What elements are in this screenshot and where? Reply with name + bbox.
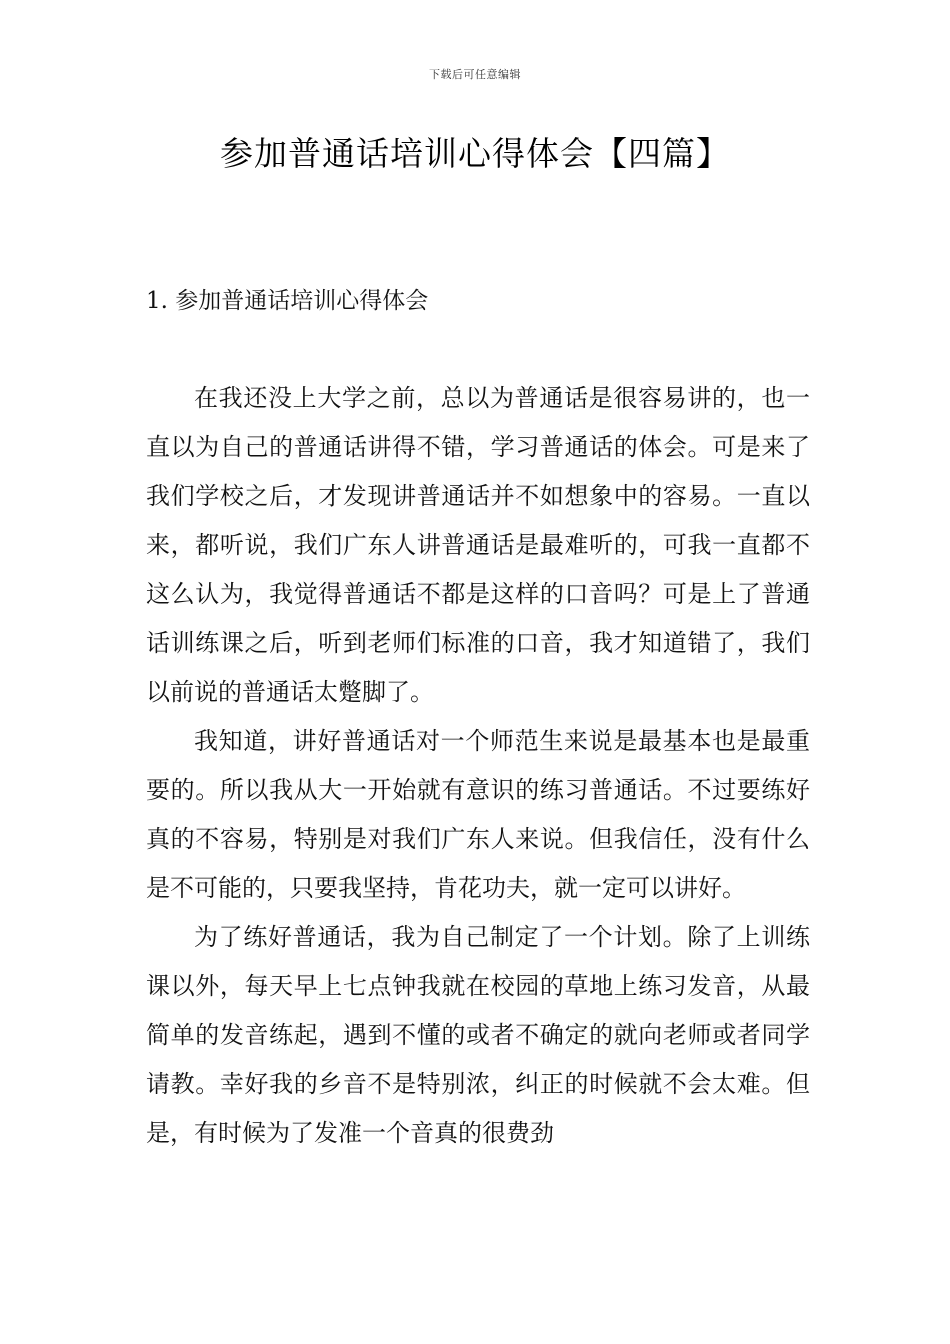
- section-heading: 1. 参加普通话培训心得体会: [146, 288, 429, 314]
- paragraph-2: 我知道，讲好普通话对一个师范生来说是最基本也是最重要的。所以我从大一开始就有意识的练习普通话。不过要练好真的不容易，特别是对我们广东人来说。但我信任，没有什么是不可能的，只要我坚持，肯花功夫，就一定可以讲好。: [146, 727, 810, 902]
- paragraph-1: 在我还没上大学之前，总以为普通话是很容易讲的，也一直以为自己的普通话讲得不错，学习普通话的体会。可是来了我们学校之后，才发现讲普通话并不如想象中的容易。一直以来，都听说，我们广东人讲普通话是最难听的，可我一直都不这么认为，我觉得普通话不都是这样的口音吗？可是上了普通话训练课之后，听到老师们标准的口音，我才知道错了，我们以前说的普通话太蹩脚了。: [146, 384, 810, 706]
- paragraph-3: 为了练好普通话，我为自己制定了一个计划。除了上训练课以外，每天早上七点钟我就在校园的草地上练习发音，从最简单的发音练起，遇到不懂的或者不确定的就向老师或者同学请教。幸好我的乡音不是特别浓，纠正的时候就不会太难。但是，有时候为了发准一个音真的很费劲: [146, 923, 810, 1147]
- body-text: [146, 374, 810, 1158]
- document-title: 参加普通话培训心得体会【四篇】: [220, 134, 730, 173]
- header-note: 下载后可任意编辑: [429, 68, 521, 81]
